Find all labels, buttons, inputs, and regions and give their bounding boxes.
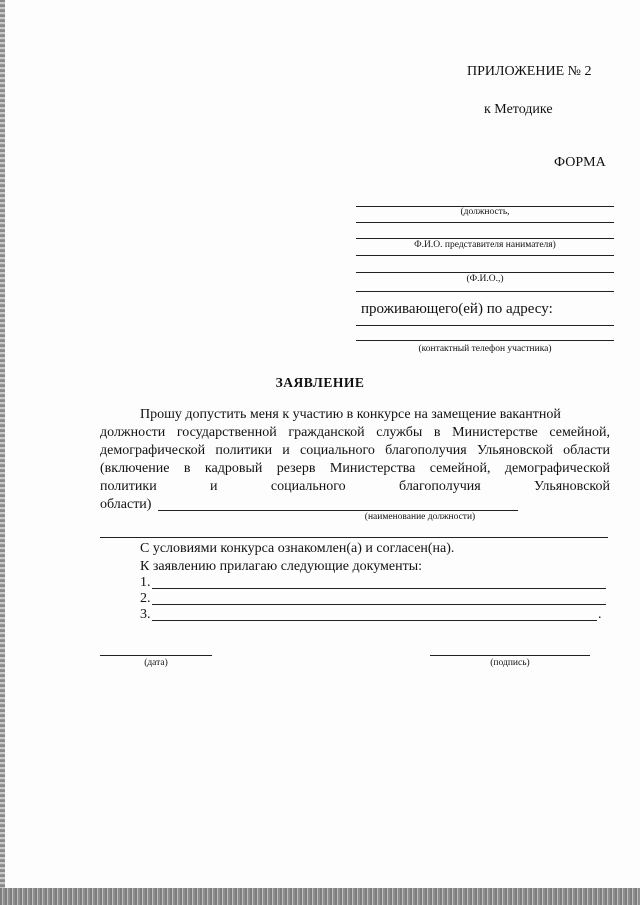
position-line-2[interactable] (356, 222, 614, 223)
body-line-1: Прошу допустить меня к участию в конкурсе на замещение вакантной (140, 407, 561, 422)
signature-line[interactable] (430, 655, 590, 656)
attachments-label: К заявлению прилагаю следующие документы: (140, 559, 423, 574)
scan-edge-left (0, 0, 5, 905)
body-line-2: должности государственной гражданской службы в Министерстве семейной, (100, 425, 610, 440)
body-line-6: области) (100, 497, 152, 512)
position-name-line[interactable] (158, 510, 518, 511)
attachment-line-1[interactable] (152, 588, 606, 589)
body-line-3: демографической политики и социального благополучия Ульяновской области (100, 443, 610, 458)
fio-caption: (Ф.И.О.,) (466, 274, 504, 284)
address-line[interactable] (356, 325, 614, 326)
document-title: ЗАЯВЛЕНИЕ (275, 375, 365, 390)
signature-caption: (подпись) (490, 658, 530, 668)
phone-caption: (контактный телефон участника) (418, 344, 552, 354)
address-label: проживающего(ей) по адресу: (361, 301, 553, 317)
scan-edge-bottom (0, 888, 640, 905)
representative-line-2[interactable] (356, 255, 614, 256)
address-line-2[interactable] (356, 340, 614, 341)
fio-line-2[interactable] (356, 291, 614, 292)
appendix-label: ПРИЛОЖЕНИЕ № 2 (467, 64, 592, 79)
attachment-line-3[interactable] (152, 620, 597, 621)
representative-line[interactable] (356, 238, 614, 239)
position-name-caption: (наименование должности) (364, 512, 476, 522)
representative-caption: Ф.И.О. представителя нанимателя) (414, 240, 556, 250)
attachment-line-3-period: . (598, 607, 602, 622)
agreement-text: С условиями конкурса ознакомлен(а) и согласен(на). (140, 541, 455, 556)
body-line-4: (включение в кадровый резерв Министерства семейной, демографической (100, 461, 610, 476)
attachment-line-2[interactable] (152, 604, 606, 605)
position-caption: (должность, (460, 207, 510, 217)
form-label: ФОРМА (554, 155, 606, 170)
attachment-number-3: 3. (140, 607, 151, 622)
attachment-number-2: 2. (140, 591, 151, 606)
fio-line[interactable] (356, 272, 614, 273)
body-line-5: политики и социального благополучия Ульяновской (100, 479, 610, 494)
attachment-number-1: 1. (140, 575, 151, 590)
date-caption: (дата) (144, 658, 168, 668)
method-label: к Методике (484, 102, 553, 117)
date-line[interactable] (100, 655, 212, 656)
position-name-line-2[interactable] (100, 537, 608, 538)
